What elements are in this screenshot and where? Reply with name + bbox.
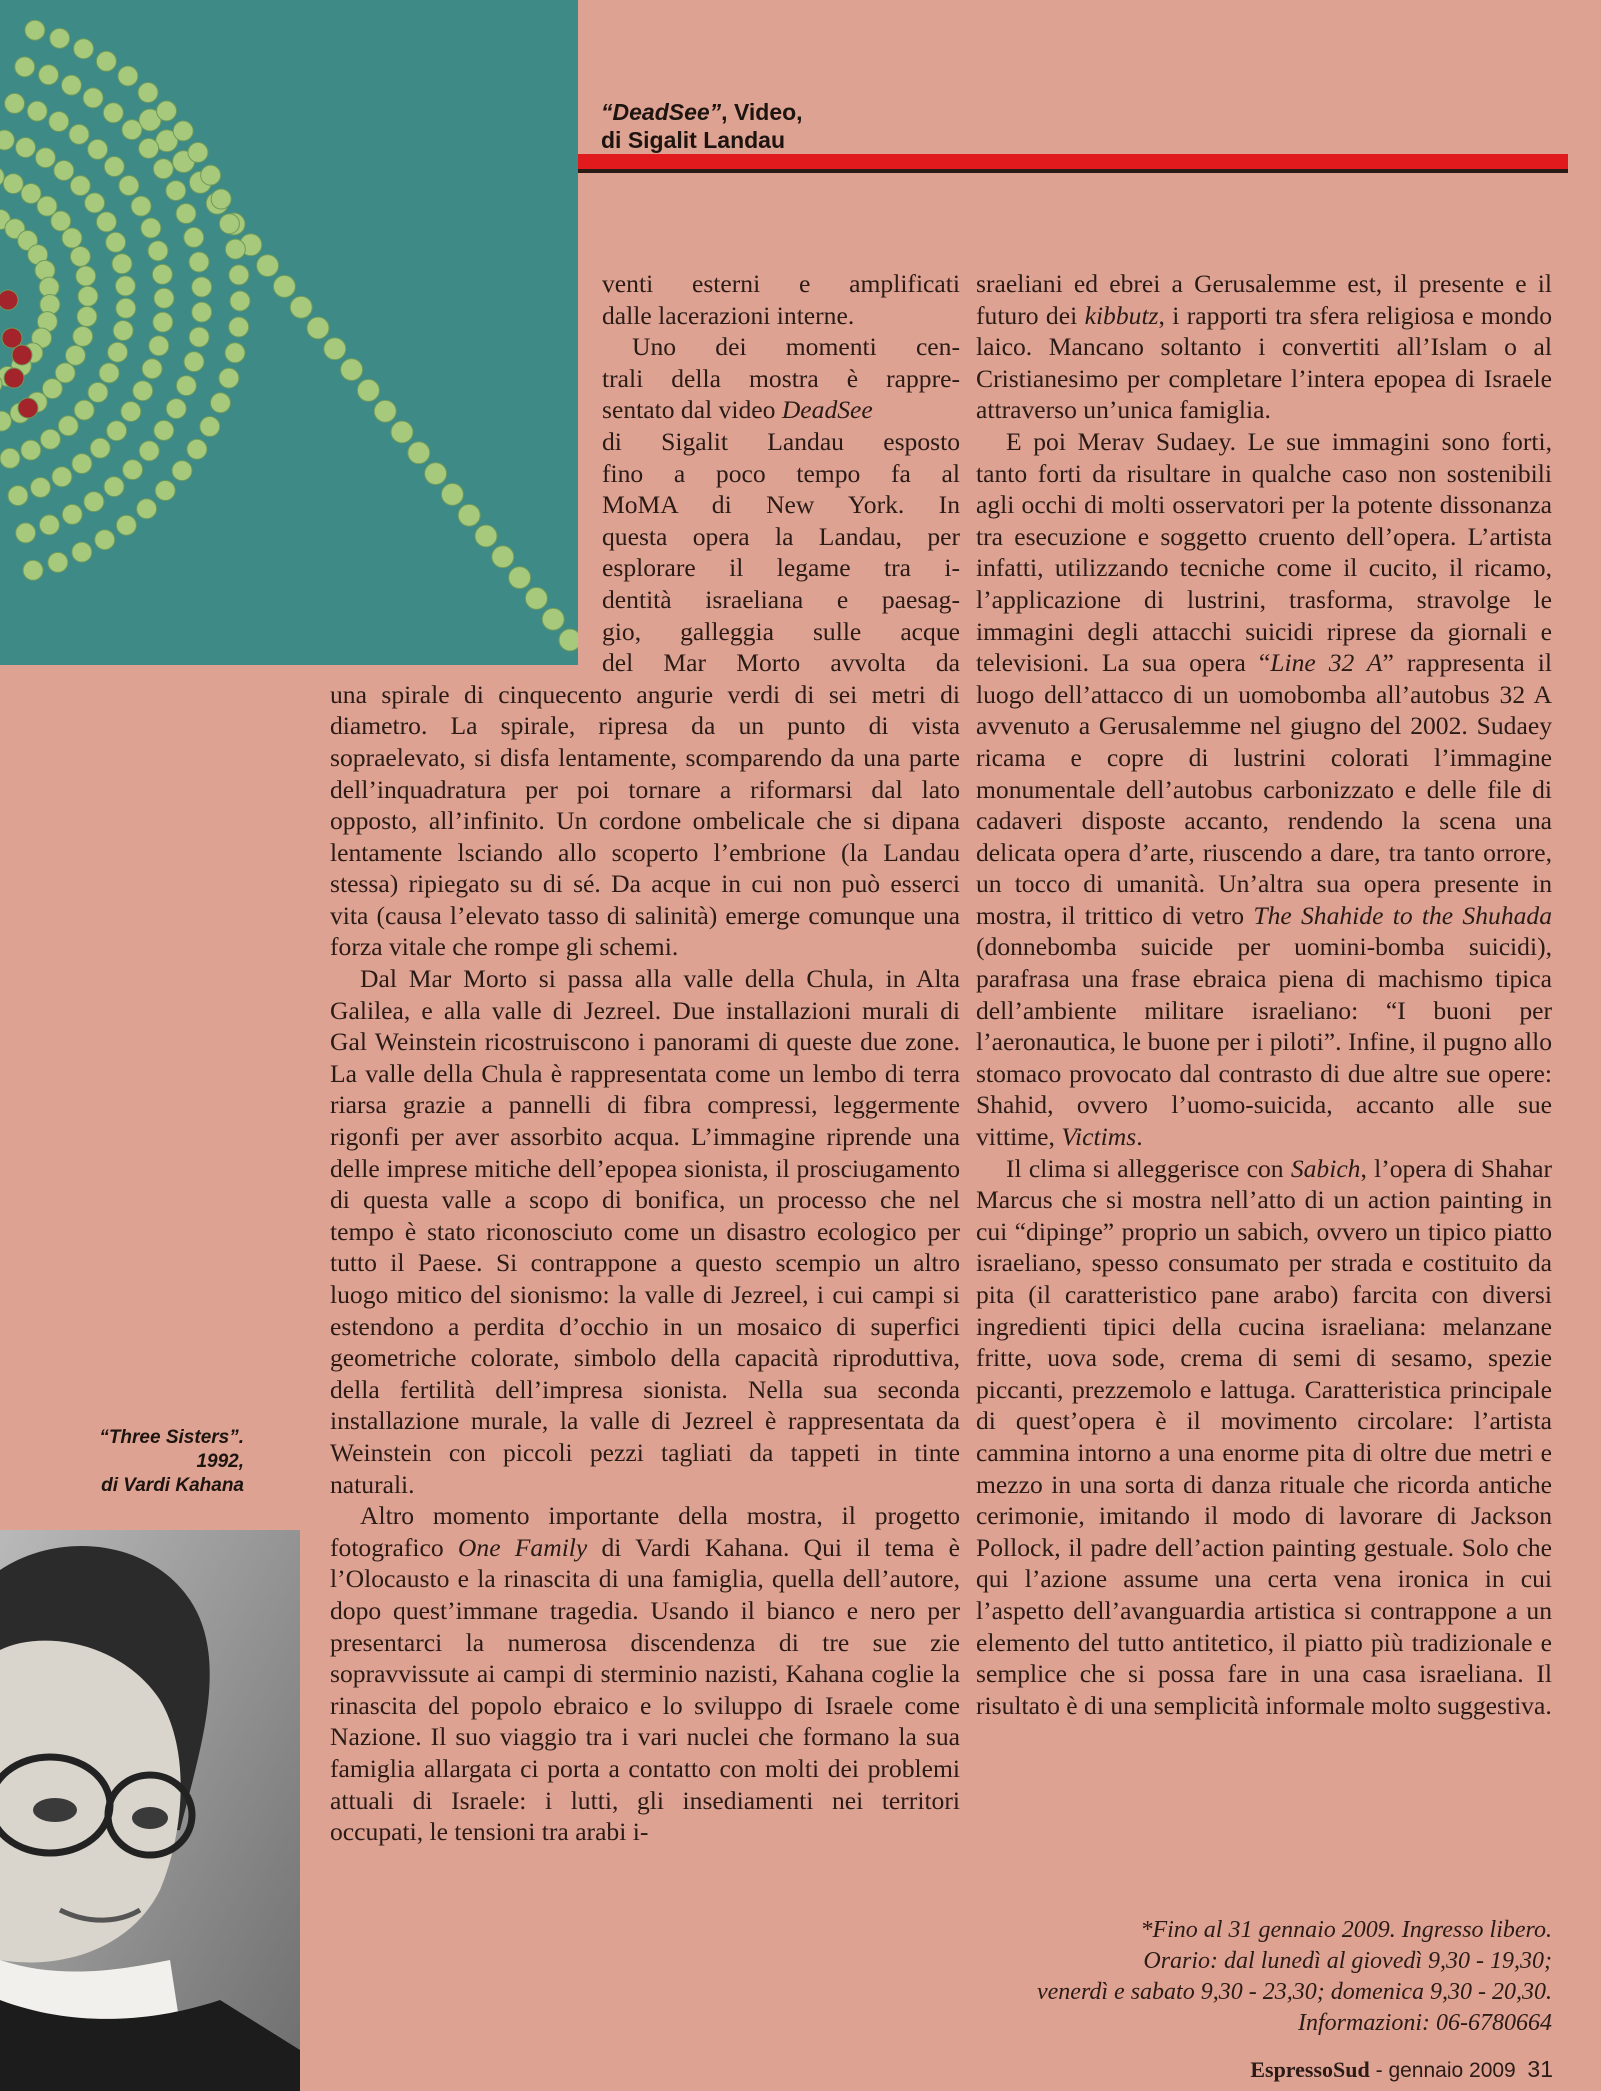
watermelon-bead [119, 176, 139, 196]
watermelon-bead [96, 212, 116, 232]
watermelon-bead [40, 429, 60, 449]
watermelon-bead [290, 296, 312, 318]
paragraph-text: , i rapporti tra sfera religiosa e mondo laico. Mancano soltanto i convertiti all’Islam o al Cristianesimo per completare l’intera epopea di Israele attraverso un’unica famiglia. [976, 300, 1552, 425]
narrow-line: Uno dei momenti cen- [632, 332, 960, 362]
watermelon-bead [219, 368, 239, 388]
watermelon-bead [133, 381, 153, 401]
caption-author: di Vardi Kahana [101, 1475, 244, 1496]
watermelon-bead [90, 438, 110, 458]
work-title: Sabich [1290, 1153, 1361, 1183]
watermelon-bead [103, 103, 123, 123]
portrait-image [0, 1530, 300, 2091]
paragraph: una spirale di cinquecento angurie verdi di sei metri di diametro. La spirale, ripresa da un punto di vista sopraelevato, si disfa lentamente, scomparendo da una parte dell’inquadratura per poi tornare a riformarsi dal lato opposto, all’infinito. Un cordone ombelicale che si dipana lentamente lsciando allo scoperto l’embrione (la Landau stessa) ripiegato su di sé. Da acque in cui non può esserci vita (causa l’elevato tasso di salinità) emerge comunque una forza vitale che rompe gli schemi. [330, 679, 960, 962]
narrow-line: esplorare il legame tra i- [602, 553, 960, 583]
watermelon-bead [172, 461, 192, 481]
watermelon-bead [225, 239, 245, 259]
watermelon-bead [55, 363, 75, 383]
watermelon-bead [188, 142, 208, 162]
watermelon-bead [54, 160, 74, 180]
watermelon-bead [115, 276, 135, 296]
watermelon-bead [153, 312, 173, 332]
watermelon-bead [4, 368, 24, 388]
watermelon-bead [154, 288, 174, 308]
paragraph-text: Il clima si alleggerisce con [1006, 1153, 1291, 1183]
watermelon-bead [16, 137, 36, 157]
watermelon-bead [153, 159, 173, 179]
paragraph [976, 1153, 1552, 1722]
watermelon-bead [70, 176, 90, 196]
watermelon-bead [184, 352, 204, 372]
watermelon-bead [148, 241, 168, 261]
watermelon-bead [23, 560, 43, 580]
right-column [976, 268, 1552, 1721]
watermelon-bead [62, 504, 82, 524]
paragraph-text: E poi Merav Sudaey. Le sue immagini sono forti, tanto forti da risultare in qualche caso non sostenibili agli occhi di molti osservatori per la potente dissonanza tra esecuzione e soggetto cruento dell’opera. L’artista infatti, utilizzando tecniche come il cucito, il ricamo, l’applicazione di lustrini, trasforma, stravolge le immagini degli attacchi suicidi riprese da giornali e televisioni. La sua opera “ [976, 426, 1552, 678]
watermelon-bead [8, 486, 28, 506]
watermelon-bead [139, 441, 159, 461]
watermelon-bead [166, 399, 186, 419]
watermelon-bead [219, 214, 239, 234]
watermelon-bead [3, 174, 23, 194]
page-number: 31 [1527, 2056, 1553, 2082]
narrow-line: gio, galleggia sulle acque [602, 616, 960, 646]
narrow-line: questa opera la Landau, per [602, 521, 960, 551]
watermelon-bead [230, 291, 250, 311]
watermelon-bead [21, 184, 41, 204]
watermelon-bead [104, 477, 124, 497]
watermelon-bead [257, 255, 279, 277]
watermelon-bead [48, 552, 68, 572]
watermelon-bead [27, 101, 47, 121]
watermelon-bead [116, 515, 136, 535]
watermelon-bead [35, 148, 55, 168]
info-hours-weekend: venerdì e sabato 9,30 - 23,30; domenica 9,30 - 20,30. [1036, 1979, 1552, 2005]
watermelon-bead [95, 530, 115, 550]
watermelon-bead [187, 439, 207, 459]
paragraph [330, 1500, 960, 1848]
watermelon-bead [121, 401, 141, 421]
three-sisters-caption [74, 1426, 244, 1498]
watermelon-bead [61, 75, 81, 95]
info-contact: Informazioni: 06-6780664 [1298, 2010, 1552, 2036]
three-sisters-photo [0, 1530, 300, 2091]
watermelon-bead [157, 101, 177, 121]
watermelon-bead [173, 121, 193, 141]
term-italic: kibbutz [1084, 300, 1159, 330]
watermelon-bead [0, 448, 20, 468]
watermelon-bead [70, 246, 90, 266]
watermelon-bead [78, 286, 98, 306]
caption-title: “DeadSee” [601, 99, 722, 125]
watermelon-bead [155, 481, 175, 501]
exhibition-info [976, 1915, 1552, 2039]
work-title: The Shahide to the Shuhada [1253, 900, 1553, 930]
watermelon-bead [73, 326, 93, 346]
watermelon-bead [273, 275, 295, 297]
watermelon-bead [107, 421, 127, 441]
narrow-line: dalle lacerazioni interne. [602, 300, 855, 330]
watermelon-bead [152, 264, 172, 284]
paragraph-text: ” rappresenta il luogo dell’attacco di un uomobomba all’autobus 32 A avvenuto a Gerusalemme nel giugno del 2002. Sudaey ricama e copre di lustrini colorati l’immagine monumentale dell’autobus carbonizzato e delle file di cadaveri disposte accanto, rendendo la scena una delicata opera d’arte, riuscendo a dare, tra tanto orrore, un tocco di umanità. Un’altra sua opera presente in mostra, il trittico di vetro [976, 648, 1552, 930]
watermelon-bead [118, 66, 138, 86]
watermelon-bead [192, 277, 212, 297]
paragraph-text: Altro momento importante della mostra, il progetto fotografico [330, 1501, 960, 1562]
watermelon-bead [141, 218, 161, 238]
watermelon-bead [113, 321, 133, 341]
watermelon-bead [72, 454, 92, 474]
footer-separator: - [1369, 2059, 1389, 2082]
paragraph [976, 426, 1552, 1153]
watermelon-bead [85, 193, 105, 213]
caption-year: 1992, [196, 1451, 244, 1472]
work-title: One Family [457, 1532, 588, 1562]
watermelon-bead [51, 211, 71, 231]
watermelon-bead [176, 204, 196, 224]
info-hours-weekday: Orario: dal lunedì al giovedì 9,30 - 19,30; [1143, 1948, 1552, 1974]
left-column [330, 268, 960, 1848]
watermelon-bead [30, 477, 50, 497]
work-title: Victims [1061, 1122, 1137, 1152]
watermelon-bead [39, 65, 59, 85]
caption-title: “Three Sisters”. [99, 1427, 244, 1448]
issue-date: gennaio 2009 [1388, 2059, 1516, 2082]
paragraph-text: , l’opera di Shahar Marcus che si mostra nell’atto di un action painting in cui “dipinge” proprio un sabich, ovvero un tipico piatto israeliano, spesso consumato per strada e costituito da pita (il caratteristico pane arabo) farcita con diversi ingredienti tipici della cucina israeliana: melanzane fritte, uova sode, crema di semi di sesamo, spezie piccanti, prezzemolo e lattuga. Caratteristica principale di quest’opera è il movimento circolare: l’artista cammina intorno a una enorme pita di oltre due metri e mezzo in una sorta di danza rituale che ricorda antiche cerimonie, imitando il modo di lavorare di Jackson Pollock, il padre dell’action painting gestuale. Solo che qui l’azione assume una certa vena ironica in cui l’aspetto dell’avanguardia artistica si contrappone a un elemento del tutto antitetico, il piatto più tradizionale e semplice che si possa fare in una casa israeliana. Il risultato è di una semplicità informale molto suggestiva. [976, 1153, 1552, 1720]
paragraph [976, 268, 1552, 426]
watermelon-bead [112, 254, 132, 274]
watermelon-bead [201, 165, 221, 185]
narrow-line: venti esterni e amplificati [602, 269, 960, 298]
page-footer [1250, 2056, 1553, 2083]
paragraph-text: di Vardi Kahana. Qui il tema è l’Olocausto e la rinascita di una famiglia, quella dell’autore, dopo quest’immane tragedia. Usando il bianco e nero per presentarci la numerosa discendenza di tre sue zie sopravvissute ai campi di sterminio nazisti, Kahana coglie la rinascita del popolo ebraico e lo sviluppo di Israele come Nazione. Il suo viaggio tra i vari nuclei che formano la sua famiglia allargata ci porta a contatto con molti dei problemi attuali di Israele: i lutti, gli insediamenti nei territori occupati, le tensioni tra arabi i- [330, 1532, 960, 1847]
watermelon-bead [39, 515, 59, 535]
watermelon-bead [122, 120, 142, 140]
watermelon-bead [116, 298, 136, 318]
watermelon-bead [12, 345, 32, 365]
watermelon-bead [65, 345, 85, 365]
watermelon-bead [131, 196, 151, 216]
watermelon-bead [5, 93, 25, 113]
magazine-name: EspressoSud [1250, 2057, 1370, 2082]
watermelon-bead [229, 265, 249, 285]
watermelon-bead [83, 88, 103, 108]
narrow-line [602, 394, 960, 426]
watermelon-bead [84, 492, 104, 512]
narrow-block [602, 268, 960, 679]
watermelon-bead [137, 499, 157, 519]
paragraph-text: . [1136, 1122, 1143, 1152]
watermelon-bead [108, 342, 128, 362]
paragraph-text: (donnebomba suicide per uomini-bomba suicidi), parafrasa una frase ebraica piena di machismo tipica dell’ambiente militare israeliano: “I buoni per l’aeronautica, le buone per i piloti”. Infine, il pugno allo stomaco provocato dal contrasto di due altre sue opere: Shahid, ovvero l’uomo-suicida, accanto alle sue vittime, [976, 932, 1552, 1152]
watermelon-bead [106, 232, 126, 252]
watermelon-bead [166, 181, 186, 201]
caption-author: di Sigalit Landau [601, 127, 786, 153]
watermelon-bead [123, 460, 143, 480]
watermelon-bead [76, 266, 96, 286]
watermelon-bead [154, 420, 174, 440]
watermelon-bead [69, 124, 89, 144]
watermelon-bead [58, 416, 78, 436]
narrow-line: trali della mostra è rappre- [602, 363, 960, 393]
watermelon-bead [88, 139, 108, 159]
watermelon-bead [138, 83, 158, 103]
watermelon-bead [21, 440, 41, 460]
paragraph-text: sraeliani ed ebrei a Gerusalemme est, il presente e il futuro dei [976, 269, 1552, 330]
watermelon-bead [72, 542, 92, 562]
watermelon-bead [210, 393, 230, 413]
paragraph: Dal Mar Morto si passa alla valle della Chula, in Alta Galilea, e alla valle di Jezreel. Due installazioni murali di Gal Weinstein ricostruiscono i panorami di queste due zone. La valle della Chula è rappresentata come un lembo di terra riarsa grazie a pannelli di fibra compressi, leggermente rigonfi per aver assorbito acqua. L’immagine riprende una delle imprese mitiche dell’epopea sionista, il prosciugamento di questa valle a scopo di bonifica, un processo che nel tempo è stato riconosciuto come un disastro ecologico per tutto il Paese. Si contrappone a questo scempio un altro luogo mitico del sionismo: la valle di Jezreel, i cui campi si estendono a perdita d’occhio in un mosaico di superfici geometriche colorate, simbolo della capacità riproduttiva, della fertilità dell’impresa sionista. Nella sua seconda installazione murale, la valle di Jezreel è rappresentata da Weinstein con piccoli pezzi tagliati da tappeti in tinte naturali. [330, 964, 960, 1499]
watermelon-bead [200, 417, 220, 437]
watermelon-bead [176, 376, 196, 396]
watermelon-bead [99, 363, 119, 383]
watermelon-bead [74, 400, 94, 420]
watermelon-bead [307, 317, 329, 339]
caption-video: , Video, [721, 99, 803, 125]
watermelon-bead [189, 327, 209, 347]
info-dates: *Fino al 31 gennaio 2009. Ingresso libero. [1140, 1917, 1552, 1943]
narrow-line-text: sentato dal video [602, 395, 782, 425]
watermelon-bead [15, 57, 35, 77]
watermelon-bead [49, 112, 69, 132]
narrow-line: fino a poco tempo fa al [602, 458, 960, 488]
watermelon-bead [50, 28, 70, 48]
watermelon-bead [52, 467, 72, 487]
watermelon-bead [96, 51, 116, 71]
watermelon-bead [225, 343, 245, 363]
watermelon-bead [211, 189, 231, 209]
narrow-line: del Mar Morto avvolta da [602, 648, 960, 678]
accent-bar [578, 154, 1568, 173]
watermelon-bead [149, 336, 169, 356]
watermelon-bead [184, 227, 204, 247]
watermelon-bead [192, 302, 212, 322]
work-title: Line 32 A [1270, 648, 1383, 678]
deadsee-title: DeadSee [781, 395, 873, 425]
narrow-line: MoMA di New York. In [602, 490, 960, 520]
watermelon-bead [74, 39, 94, 59]
watermelon-bead [104, 157, 124, 177]
watermelon-bead [18, 398, 38, 418]
watermelon-bead [16, 523, 36, 543]
watermelon-bead [189, 252, 209, 272]
watermelon-bead [229, 317, 249, 337]
deadsee-caption [601, 98, 803, 154]
watermelon-bead [139, 138, 159, 158]
narrow-line: di Sigalit Landau esposto [602, 426, 960, 456]
watermelon-bead [25, 20, 45, 40]
watermelon-bead [0, 290, 18, 310]
watermelon-bead [88, 382, 108, 402]
watermelon-bead [142, 359, 162, 379]
watermelon-bead [77, 307, 97, 327]
watermelon-bead [0, 130, 14, 150]
narrow-line: dentità israeliana e paesag- [602, 584, 960, 614]
watermelon-bead [62, 228, 82, 248]
